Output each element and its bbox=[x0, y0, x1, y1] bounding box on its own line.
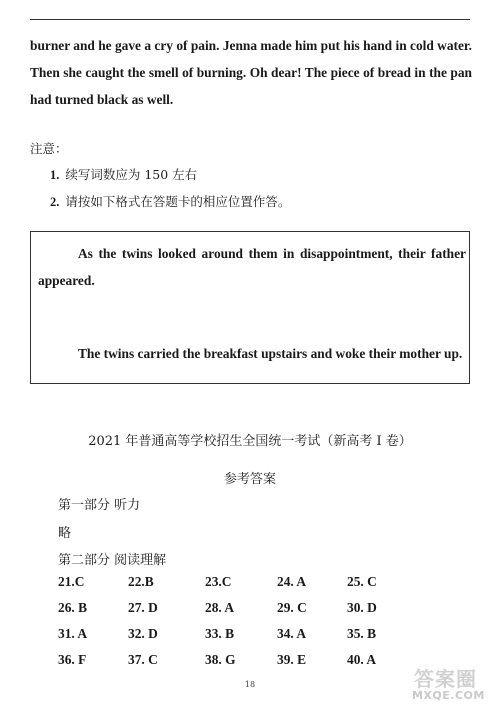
note-text: 续写词数应为 150 左右 bbox=[65, 167, 198, 182]
watermark-logo: 答案圈 bbox=[414, 667, 477, 691]
answer-cell: 39. E bbox=[277, 652, 307, 667]
story-passage: burner and he gave a cry of pain. Jenna made him put his hand in cold water. Then she caught the smell of burning. Oh dear! The piece of bread in the pan had turned black as well. bbox=[30, 38, 472, 107]
answer-cell: 29. C bbox=[277, 600, 307, 615]
section-listening-note: 略 bbox=[58, 526, 72, 541]
answer-cell: 32. D bbox=[128, 626, 158, 641]
box-paragraph-2: The twins carried the breakfast upstairs and woke their mother up. bbox=[78, 346, 463, 361]
answer-cell: 35. B bbox=[347, 626, 377, 641]
answer-cell: 24. A bbox=[277, 574, 307, 589]
top-rule bbox=[30, 19, 470, 20]
answer-cell: 26. B bbox=[58, 600, 88, 615]
notes-title: 注意： bbox=[30, 141, 68, 156]
box-paragraph-1: As the twins looked around them in disappointment, their father appeared. bbox=[38, 246, 466, 288]
answer-cell: 27. D bbox=[128, 600, 158, 615]
note-item bbox=[50, 165, 197, 183]
note-item bbox=[50, 192, 290, 210]
note-number: 2. bbox=[50, 195, 60, 209]
answer-cell: 30. D bbox=[347, 600, 377, 615]
answer-cell: 31. A bbox=[58, 626, 88, 641]
answer-cell: 36. F bbox=[58, 652, 87, 667]
note-number: 1. bbox=[50, 168, 60, 182]
answer-cell: 37. C bbox=[128, 652, 158, 667]
answer-cell: 40. A bbox=[347, 652, 377, 667]
answer-cell: 23.C bbox=[205, 574, 232, 589]
watermark-url: MXQE.COM bbox=[412, 689, 485, 702]
answers-title: 参考答案 bbox=[223, 472, 276, 487]
section-reading: 第二部分 阅读理解 bbox=[58, 553, 167, 568]
section-listening: 第一部分 听力 bbox=[58, 498, 141, 513]
exam-title: 2021 年普通高等学校招生全国统一考试（新高考 I 卷） bbox=[88, 434, 412, 449]
watermark bbox=[408, 663, 498, 705]
answer-cell: 28. A bbox=[205, 600, 235, 615]
answer-format-box bbox=[30, 231, 470, 384]
answer-cell: 22.B bbox=[128, 574, 154, 589]
answer-cell: 21.C bbox=[58, 574, 85, 589]
answer-cell: 33. B bbox=[205, 626, 235, 641]
note-text: 请按如下格式在答题卡的相应位置作答。 bbox=[65, 194, 291, 209]
answer-cell: 34. A bbox=[277, 626, 307, 641]
answer-cell: 38. G bbox=[205, 652, 236, 667]
answer-cell: 25. C bbox=[347, 574, 377, 589]
page-number: 18 bbox=[244, 680, 256, 689]
